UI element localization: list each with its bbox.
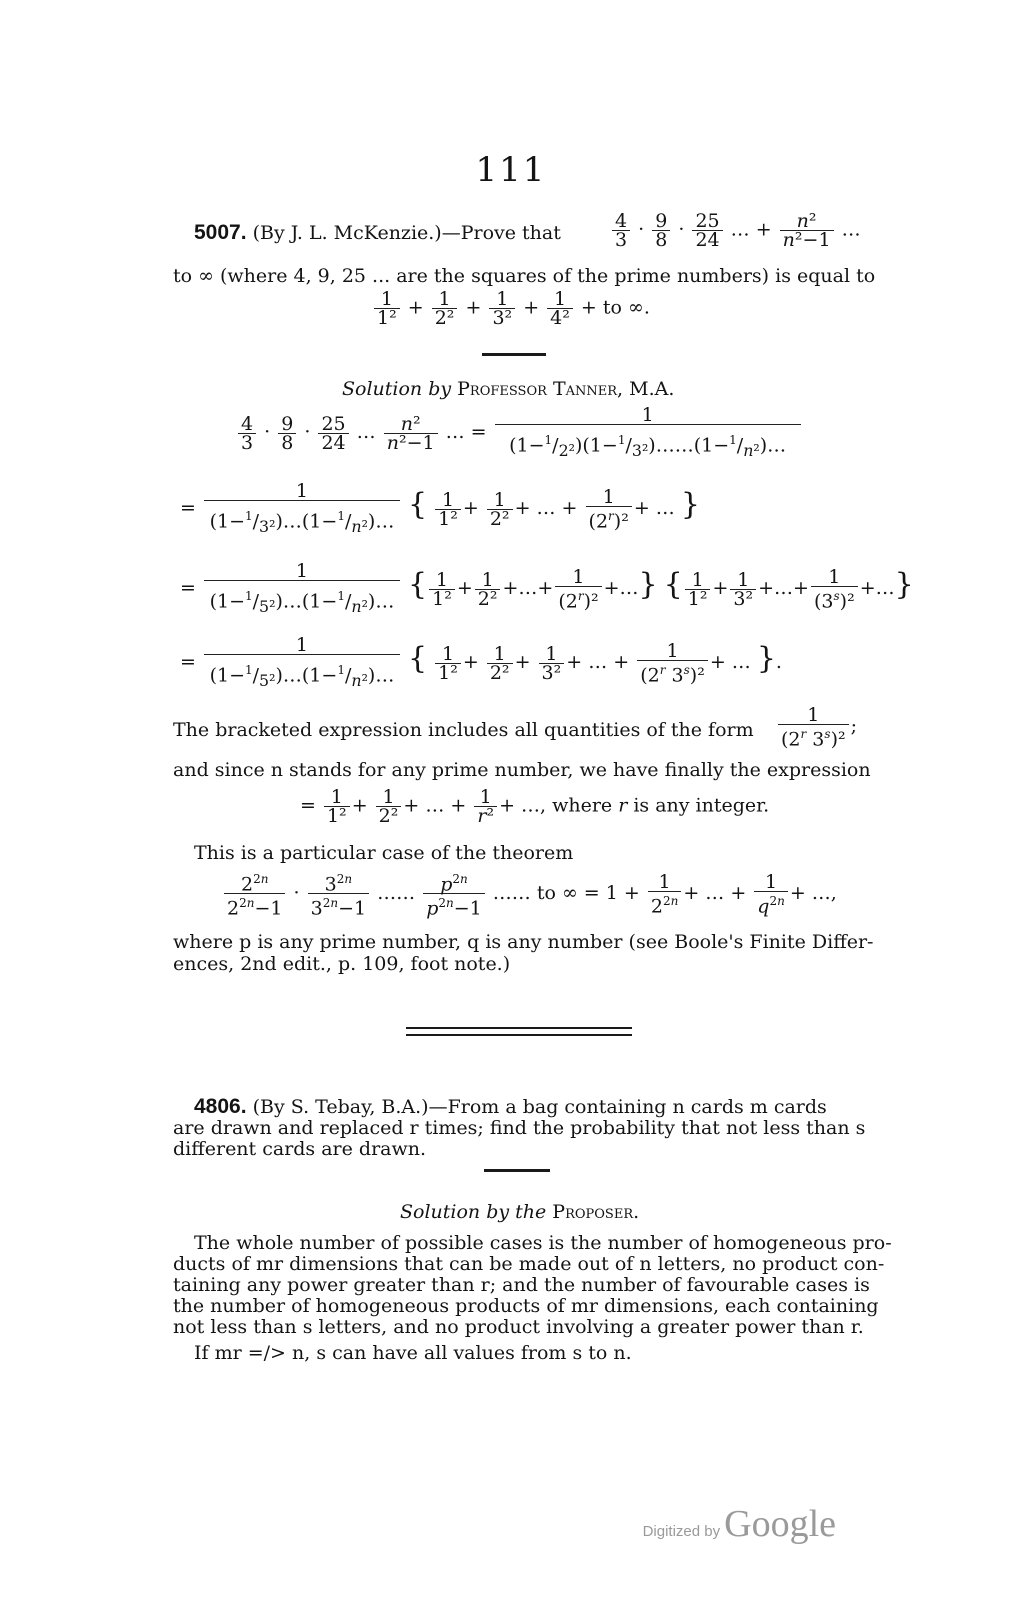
watermark-prefix: Digitized by xyxy=(642,1523,721,1540)
page-number: 111 xyxy=(475,150,547,190)
solution-heading-author: Proposer. xyxy=(552,1201,640,1223)
paragraph-where-line1: where p is any prime number, q is any number (see Boole's Finite Differ- xyxy=(173,931,874,953)
double-rule-top xyxy=(406,1027,632,1029)
equation-4: = $\frac{1}{(1-^1/_{5^2})\dots(1-^1/_{n^2})\dots}$ { $\frac{1}{\text{1²}}$ + $\frac{1}{\text{2²}}$ + $\frac{1}{\text{3²}}$ + … + $\frac{1}{(2^r 3^s)^2}$ + … }. xyxy=(180,634,782,691)
paragraph-bracketed-frac: $\frac{1}{(2^r 3^s)^2}$ ; xyxy=(776,706,857,748)
equation-2: = $\frac{1}{(1-^1/_{3^2})\dots(1-^1/_{n^2})\dots}$ { $\frac{1}{\text{1²}}$ + $\frac{1}{\text{2²}}$ + … + $\frac{1}{(2^r)^2}$ + … } xyxy=(180,480,700,537)
problem-statement-line2: to ∞ (where 4, 9, 25 ... are the squares of the prime numbers) is equal to xyxy=(173,265,876,287)
body-line-5: not less than s letters, and no product involving a greater power than r. xyxy=(173,1316,864,1338)
problem-4806-line3: different cards are drawn. xyxy=(173,1138,427,1160)
paragraph-since: and since n stands for any prime number, we have finally the expression xyxy=(173,759,871,781)
problem-statement-lead: (By J. L. McKenzie.)—Prove that xyxy=(252,222,561,244)
solution-heading-prefix: Solution by the xyxy=(400,1201,547,1223)
body-line-4: the number of homogeneous products of mr dimensions, each containing xyxy=(173,1295,879,1317)
solution-heading xyxy=(342,378,674,400)
solution-heading-author: Professor Tanner, M.A. xyxy=(457,378,675,400)
product-expression: $\frac{4}{3}$ · $\frac{9}{8}$ · $\frac{25}{24}$ … + $\frac{\text{n²}}{\text{n²−1}}$ … xyxy=(610,212,861,249)
body-line-1: The whole number of possible cases is the number of homogeneous pro- xyxy=(194,1232,892,1254)
problem-number: 4806. xyxy=(194,1095,247,1118)
problem-number: 5007. xyxy=(194,221,247,244)
body-line-2: ducts of mr dimensions that can be made out of n letters, no product con- xyxy=(173,1253,885,1275)
paragraph-bracketed-text: The bracketed expression includes all quantities of the form xyxy=(173,719,754,741)
paragraph-bracketed xyxy=(173,719,754,741)
target-sum: $\frac{1}{\text{1²}}$ + $\frac{1}{\text{2²}}$ + $\frac{1}{\text{3²}}$ + $\frac{1}{\text{4²}}$ + to ∞. xyxy=(372,290,650,327)
solution-heading-prefix: Solution by xyxy=(342,378,452,400)
body-last-line: If mr =/> n, s can have all values from s to n. xyxy=(194,1342,632,1364)
equation-3: = $\frac{1}{(1-^1/_{5^2})\dots(1-^1/_{n^2})\dots}$ { $\frac{1}{\text{1²}}$ + $\frac{1}{\text{2²}}$ +…+ $\frac{1}{(2^r)^2}$ +…} { $\frac{1}{\text{1²}}$ + $\frac{1}{\text{3²}}$ +…+ $\frac{1}{(3^s)^2}$ +…} xyxy=(180,560,914,617)
paragraph-where-line2: ences, 2nd edit., p. 109, foot note.) xyxy=(173,953,511,975)
problem-4806-heading xyxy=(194,1096,827,1118)
body-line-3: taining any power greater than r; and the number of favourable cases is xyxy=(173,1274,870,1296)
problem-5007-heading xyxy=(194,222,561,244)
equation-5: = $\frac{1}{\text{1²}}$ + $\frac{1}{\text{2²}}$ + … + $\frac{1}{\text{r²}}$ + …, where r is any integer. xyxy=(300,786,770,827)
google-logo: Google xyxy=(724,1503,836,1545)
problem-4806-line1: (By S. Tebay, B.A.)—From a bag containing n cards m cards xyxy=(252,1096,827,1118)
theorem-equation: $\frac{2^{2n}}{2^{2n}-1}$ · $\frac{3^{2n}}{3^{2n}-1}$ …… $\frac{p^{2n}}{p^{2n}-1}$ …… to ∞ = 1 + $\frac{1}{2^{2n}}$ + … + $\frac{1}{q^{2n}}$ + …, xyxy=(222,870,837,918)
digitized-watermark xyxy=(643,1502,836,1546)
equation-1: $\frac{4}{3}$ · $\frac{9}{8}$ · $\frac{25}{24}$ … $\frac{\text{n²}}{\text{n²−1}}$ … = $\frac{1}{(1-^1/_{2^2})(1-^1/_{3^2})\dots\dots(1-^1/_{n^2})\dots}$ xyxy=(236,406,803,460)
problem-4806-line2: are drawn and replaced r times; find the probability that not less than s xyxy=(173,1117,866,1139)
section-divider xyxy=(484,1169,550,1172)
paragraph-particular: This is a particular case of the theorem xyxy=(194,842,574,864)
double-rule-bottom xyxy=(406,1034,632,1036)
section-divider xyxy=(482,353,546,356)
solution-heading-4806 xyxy=(400,1201,639,1223)
